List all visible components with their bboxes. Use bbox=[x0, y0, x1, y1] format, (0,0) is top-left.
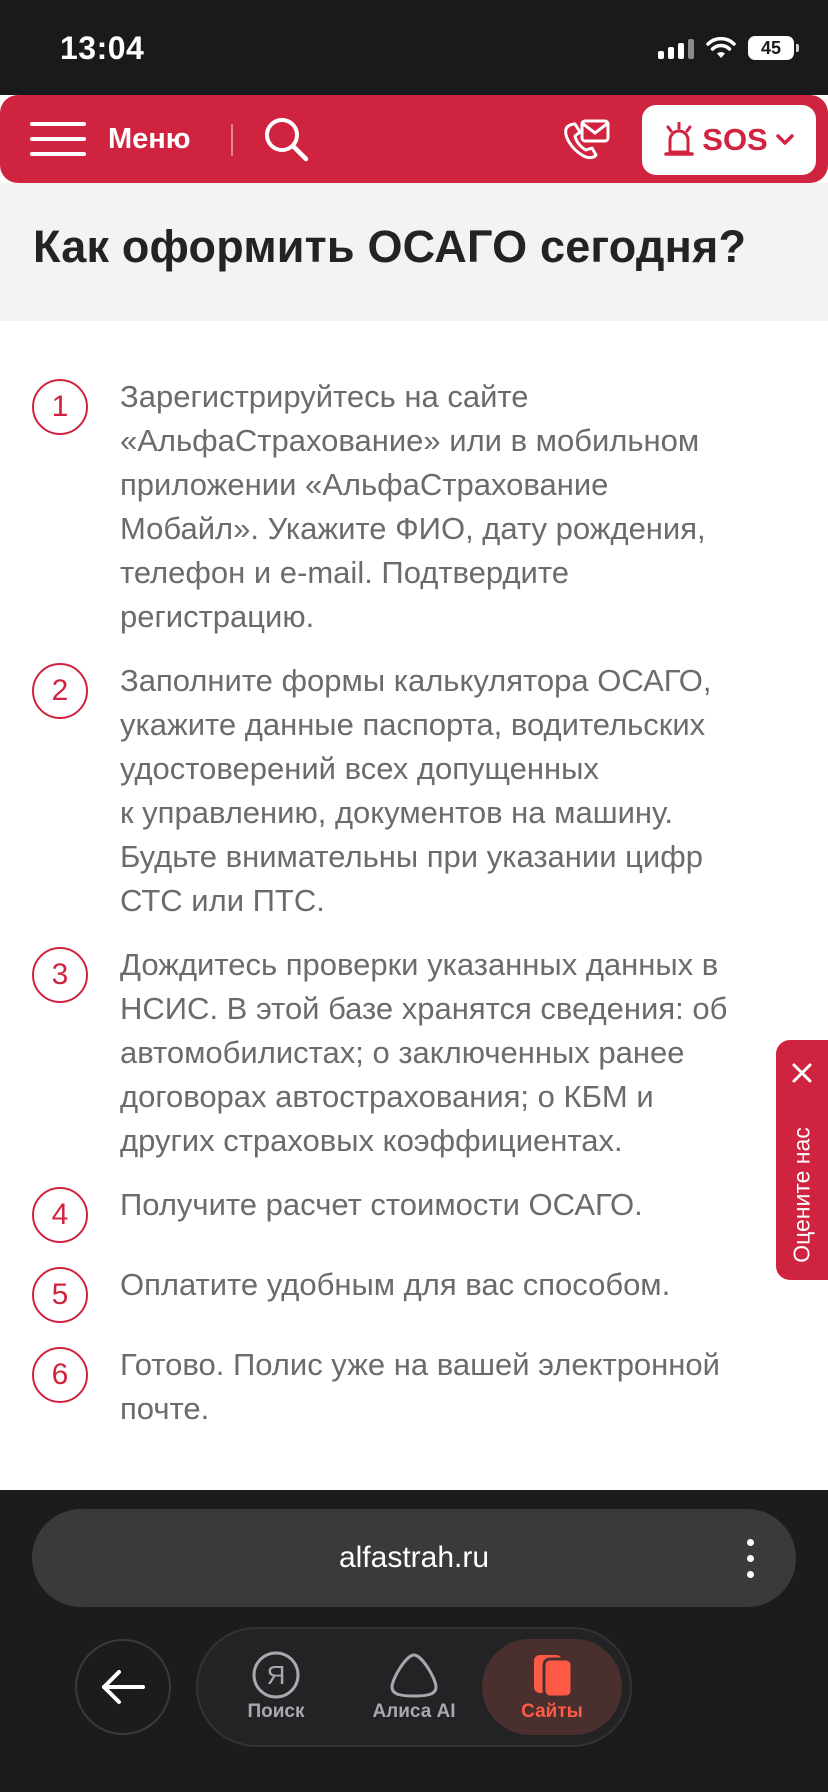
nav-alice[interactable] bbox=[344, 1639, 484, 1735]
nav-label: Поиск bbox=[247, 1701, 305, 1722]
close-icon[interactable] bbox=[789, 1060, 815, 1086]
contact-phone-button[interactable] bbox=[558, 115, 612, 165]
step-number-badge: 3 bbox=[32, 947, 88, 1003]
address-bar[interactable] bbox=[32, 1509, 796, 1607]
wifi-icon bbox=[706, 36, 736, 60]
status-icons bbox=[658, 36, 794, 60]
feedback-label: Оцените нас bbox=[788, 1127, 815, 1263]
search-button[interactable] bbox=[262, 115, 312, 165]
address-text: alfastrah.ru bbox=[338, 1541, 490, 1574]
battery-icon bbox=[748, 36, 794, 60]
cellular-signal-icon bbox=[658, 37, 694, 59]
sites-icon bbox=[526, 1649, 578, 1701]
battery-level: 45 bbox=[760, 37, 782, 58]
step-number-badge: 1 bbox=[32, 379, 88, 435]
nav-label: Алиса AI bbox=[372, 1701, 456, 1722]
nav-sites[interactable] bbox=[482, 1639, 622, 1735]
chevron-down-icon bbox=[776, 133, 794, 147]
title-band bbox=[0, 183, 828, 321]
step-number-badge: 6 bbox=[32, 1347, 88, 1403]
alice-icon bbox=[388, 1649, 440, 1701]
step-number-badge: 5 bbox=[32, 1267, 88, 1323]
site-header bbox=[0, 95, 828, 183]
step-text: Готово. Полис уже на вашей электронной почте. bbox=[120, 1347, 720, 1426]
more-options-button[interactable] bbox=[740, 1539, 760, 1579]
sos-button[interactable] bbox=[642, 105, 816, 175]
step-number-badge: 4 bbox=[32, 1187, 88, 1243]
step-number-badge: 2 bbox=[32, 663, 88, 719]
menu-button[interactable] bbox=[30, 115, 191, 163]
back-button[interactable] bbox=[75, 1639, 171, 1735]
feedback-tab[interactable] bbox=[776, 1040, 828, 1280]
browser-nav-group bbox=[196, 1627, 632, 1747]
nav-search[interactable] bbox=[206, 1639, 346, 1735]
hamburger-icon bbox=[30, 122, 86, 156]
step-text: Дождитесь проверки указанных данных в НСИС. В этой базе хранятся сведения: об автомобилистах; о заключенных ранее договорах автострахования; о КБМ и других страховых коэффициентах. bbox=[120, 947, 728, 1158]
status-bar bbox=[0, 0, 828, 95]
step-text: Зарегистрируйтесь на сайте «АльфаСтрахование» или в мобильном приложении «АльфаСтрахование Мобайл». Укажите ФИО, дату рождения, телефон и e-mail. Подтвердите регистрацию. bbox=[120, 379, 706, 634]
sos-label: SOS bbox=[702, 122, 768, 157]
step-text: Получите расчет стоимости ОСАГО. bbox=[120, 1187, 643, 1222]
arrow-left-icon bbox=[77, 1641, 169, 1733]
search-icon bbox=[262, 115, 312, 165]
header-divider bbox=[231, 124, 233, 156]
menu-label: Меню bbox=[108, 122, 191, 155]
yandex-icon bbox=[250, 1649, 302, 1701]
step-text: Оплатите удобным для вас способом. bbox=[120, 1267, 671, 1302]
page-title: Как оформить ОСАГО сегодня? bbox=[33, 221, 747, 272]
status-time: 13:04 bbox=[60, 30, 145, 66]
nav-label: Сайты bbox=[521, 1701, 583, 1722]
browser-bottom-bar bbox=[0, 1490, 828, 1792]
svg-text:Я: Я bbox=[266, 1660, 286, 1690]
phone-mail-icon bbox=[558, 115, 612, 165]
step-text: Заполните формы калькулятора ОСАГО, укажите данные паспорта, водительских удостоверений всех допущенных к управлению, документов на машину. Будьте внимательны при указании цифр СТС или ПТС. bbox=[120, 663, 712, 918]
alarm-siren-icon bbox=[664, 122, 694, 158]
webpage-content bbox=[0, 95, 828, 1490]
